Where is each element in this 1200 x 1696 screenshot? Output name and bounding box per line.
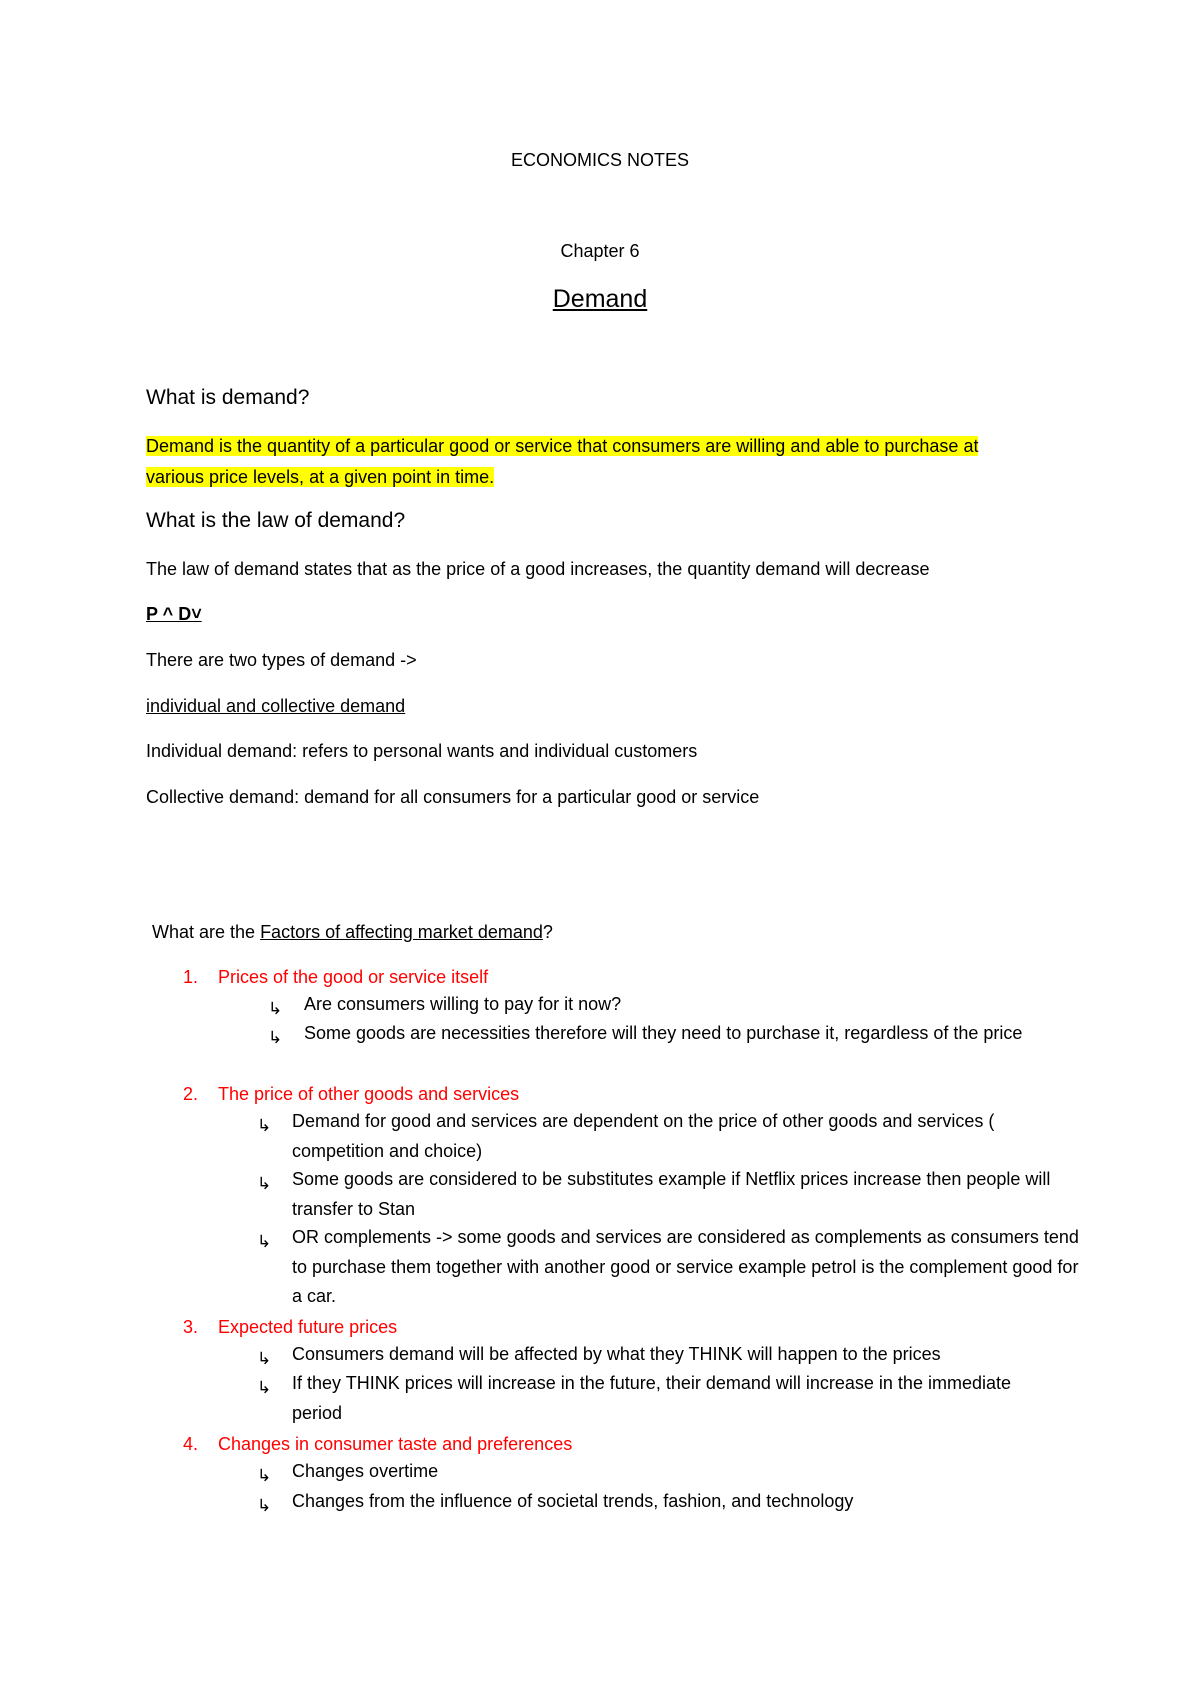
arrow-down-right-icon: ↳	[268, 1028, 283, 1048]
factor-label: Prices of the good or service itself	[218, 967, 489, 987]
arrow-down-right-icon: ↳	[257, 1378, 272, 1398]
arrow-down-right-icon: ↳	[268, 999, 283, 1019]
factor-point: OR complements -> some goods and services are considered as complements as consumers tend to purchase them together with another good or service example petrol is the complement good for a car.	[292, 1227, 1079, 1306]
price-demand-notation: P ^ D˅	[146, 604, 202, 624]
factor-label: Expected future prices	[218, 1317, 398, 1337]
factor-label: The price of other goods and services	[218, 1084, 520, 1104]
chapter-title: Demand	[552, 285, 648, 313]
arrow-down-right-icon: ↳	[257, 1174, 272, 1194]
factor-point: Are consumers willing to pay for it now?	[304, 994, 622, 1014]
demand-definition	[146, 431, 1006, 493]
types-intro: There are two types of demand ->	[146, 650, 417, 670]
arrow-down-right-icon: ↳	[257, 1232, 272, 1252]
arrow-down-right-icon: ↳	[257, 1116, 272, 1136]
chapter-number: Chapter 6	[560, 241, 640, 261]
demand-definition-text: Demand is the quantity of a particular good or service that consumers are willing and able to purchase at various price levels, at a given point in time.	[146, 436, 979, 487]
arrow-down-right-icon: ↳	[257, 1349, 272, 1369]
factor-number: 3.	[183, 1317, 199, 1337]
arrow-down-right-icon: ↳	[257, 1466, 272, 1486]
individual-demand: Individual demand: refers to personal wants and individual customers	[146, 741, 698, 761]
factor-number: 1.	[183, 967, 199, 987]
factor-point: Some goods are considered to be substitutes example if Netflix prices increase then people will transfer to Stan	[292, 1169, 1051, 1219]
factors-question	[152, 922, 553, 943]
heading-what-is-demand: What is demand?	[146, 386, 310, 409]
factor-point: Changes overtime	[292, 1461, 439, 1481]
law-statement: The law of demand states that as the price of a good increases, the quantity demand will decrease	[146, 559, 930, 579]
arrow-down-right-icon: ↳	[257, 1496, 272, 1516]
factor-point: Some goods are necessities therefore will they need to purchase it, regardless of the price	[304, 1023, 1023, 1043]
factor-number: 4.	[183, 1434, 199, 1454]
types-label: individual and collective demand	[146, 696, 406, 716]
collective-demand: Collective demand: demand for all consumers for a particular good or service	[146, 787, 760, 807]
factor-label: Changes in consumer taste and preferences	[218, 1434, 573, 1454]
factor-point: Consumers demand will be affected by what they THINK will happen to the prices	[292, 1344, 941, 1364]
document-title: ECONOMICS NOTES	[510, 150, 689, 170]
factor-point: If they THINK prices will increase in the future, their demand will increase in the immediate period	[292, 1373, 1011, 1423]
factor-point: Changes from the influence of societal trends, fashion, and technology	[292, 1491, 854, 1511]
heading-law-of-demand: What is the law of demand?	[146, 509, 406, 532]
factor-number: 2.	[183, 1084, 199, 1104]
factors-question-link: Factors of affecting market demand	[260, 922, 543, 942]
factors-question-suffix: ?	[542, 922, 553, 942]
factors-question-prefix: What are the	[152, 922, 261, 942]
factor-point: Demand for good and services are dependent on the price of other goods and services ( competition and choice)	[292, 1111, 995, 1161]
